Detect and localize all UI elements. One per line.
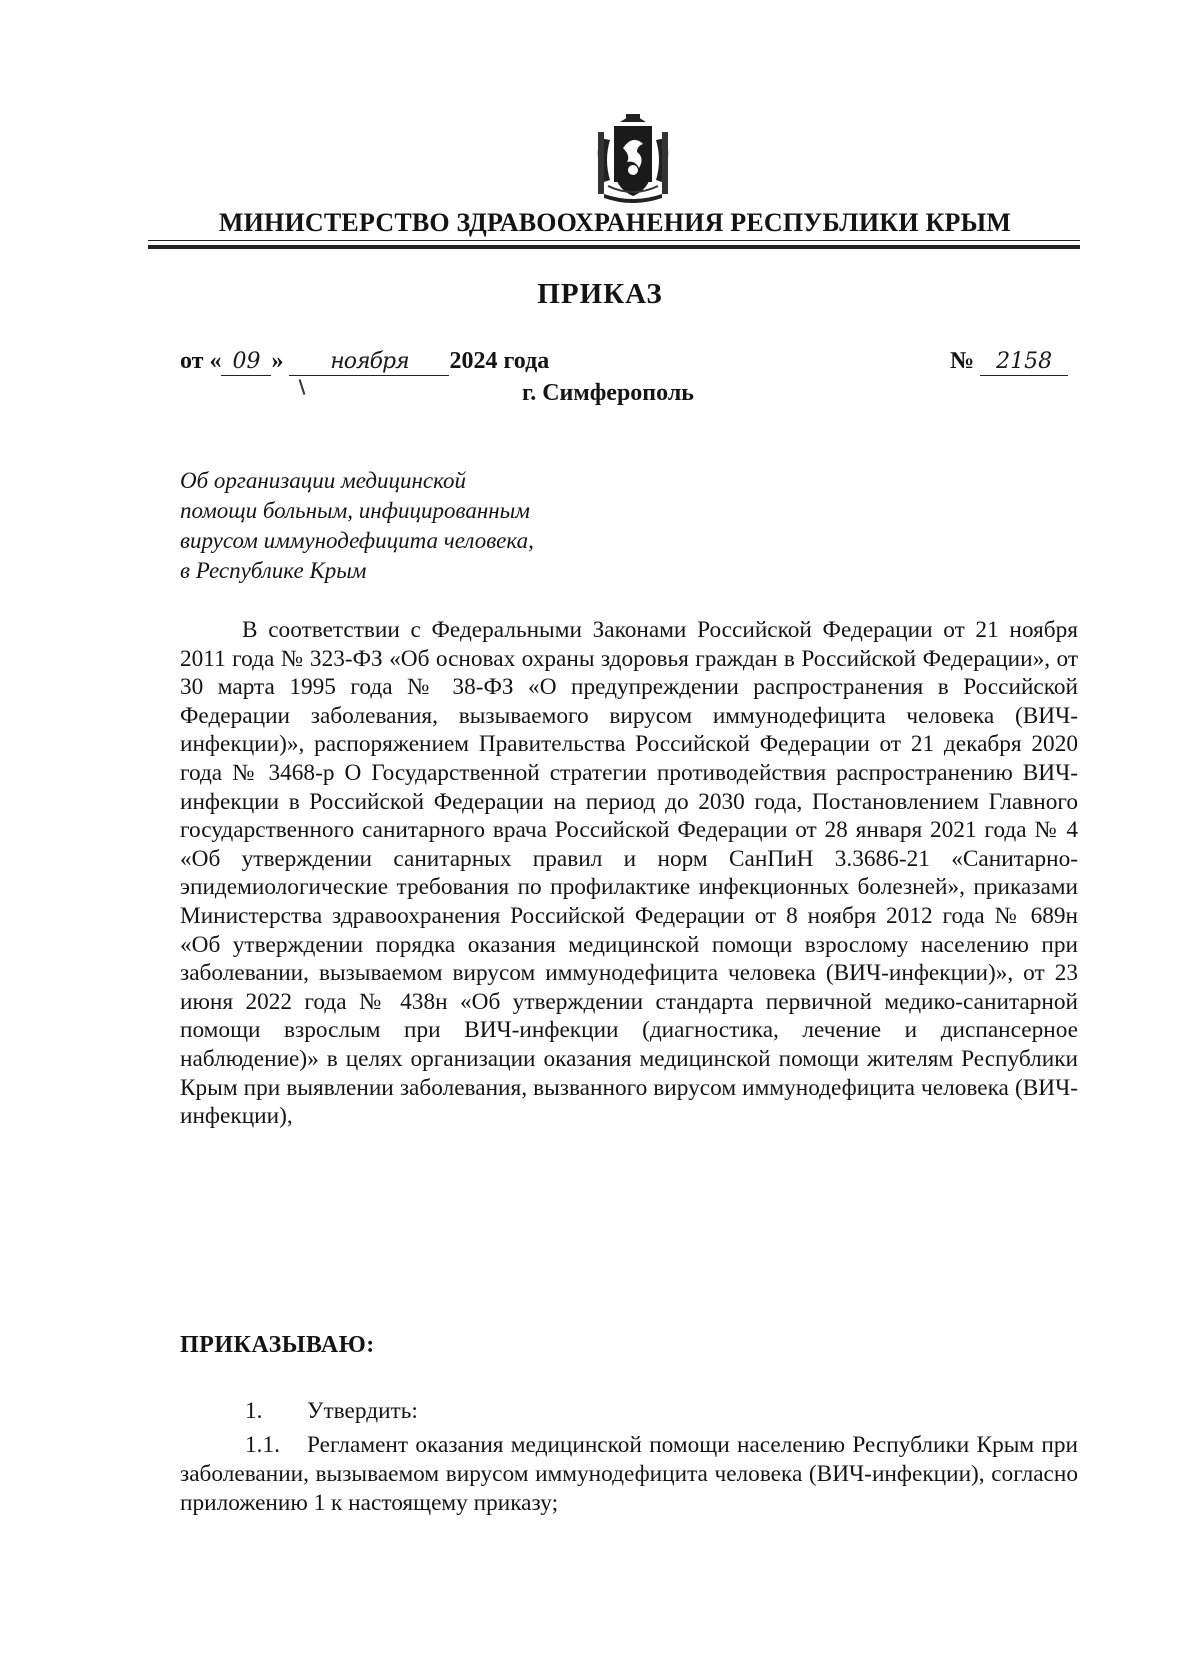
date-day-close: »	[271, 348, 284, 374]
list-item	[245, 1398, 418, 1425]
subject-line: Об организации медицинской	[180, 468, 466, 493]
item-text: Регламент оказания медицинской помощи населению Республики Крым при заболевании, вызываемом вирусом иммунодефицита человека (ВИЧ-инфекции), согласно приложению 1 к настоящему приказу;	[180, 1432, 1078, 1516]
date-year: 2024 года	[449, 348, 550, 374]
order-subject	[180, 466, 700, 586]
handwritten-mark	[299, 379, 306, 395]
subject-line: помощи больным, инфицированным	[180, 498, 530, 523]
orders-heading: ПРИКАЗЫВАЮ:	[180, 1332, 375, 1358]
date-prefix: от «	[180, 348, 222, 374]
order-city: г. Симферополь	[522, 380, 694, 406]
date-day: 09	[221, 349, 271, 376]
subject-line: вирусом иммунодефицита человека,	[180, 528, 534, 553]
header-rule-thick	[148, 245, 1080, 249]
preamble-paragraph: В соответствии с Федеральными Законами Российской Федерации от 21 ноября 2011 года № 323-ФЗ «Об основах охраны здоровья граждан в Российской Федерации», от 30 марта 1995 года № 38-ФЗ «О предупреждении распространения в Российской Федерации заболевания, вызываемого вирусом иммунодефицита человека (ВИЧ-инфекции)», распоряжением Правительства Российской Федерации от 21 декабря 2020 года № 3468-р О Государственной стратегии противодействия распространению ВИЧ-инфекции в Российской Федерации на период до 2030 года, Постановлением Главного государственного санитарного врача Российской Федерации от 28 января 2021 года № 4 «Об утверждении санитарных правил и норм СанПиН 3.3686-21 «Санитарно-эпидемиологические требования по профилактике инфекционных болезней», приказами Министерства здравоохранения Российской Федерации от 8 ноября 2012 года № 689н «Об утверждении порядка оказания медицинской помощи взрослому населению при заболевании, вызываемом вирусом иммунодефицита человека (ВИЧ-инфекции)», от 23 июня 2022 года № 438н «Об утверждении стандарта первичной медико-санитарной помощи взрослым при ВИЧ-инфекции (диагностика, лечение и диспансерное наблюдение)» в целях организации оказания медицинской помощи жителям Республики Крым при выявлении заболевания, вызванного вирусом иммунодефицита человека (ВИЧ-инфекции),	[180, 617, 1078, 1130]
order-date	[180, 348, 549, 376]
subject-line: в Республике Крым	[180, 558, 367, 583]
ministry-name: МИНИСТЕРСТВО ЗДРАВООХРАНЕНИЯ РЕСПУБЛИКИ КРЫМ	[218, 208, 1012, 237]
list-item	[180, 1431, 1078, 1518]
number-value: 2158	[980, 349, 1068, 376]
date-month: ноября	[289, 349, 449, 376]
item-number: 1.	[245, 1398, 263, 1424]
item-number: 1.1.	[245, 1432, 280, 1458]
order-number	[950, 348, 1068, 376]
crimea-coat-of-arms-icon	[590, 112, 676, 204]
number-prefix: №	[950, 348, 975, 374]
document-title: ПРИКАЗ	[537, 278, 663, 310]
item-text: Утвердить:	[307, 1398, 418, 1424]
header-rule-thin	[148, 240, 1080, 241]
